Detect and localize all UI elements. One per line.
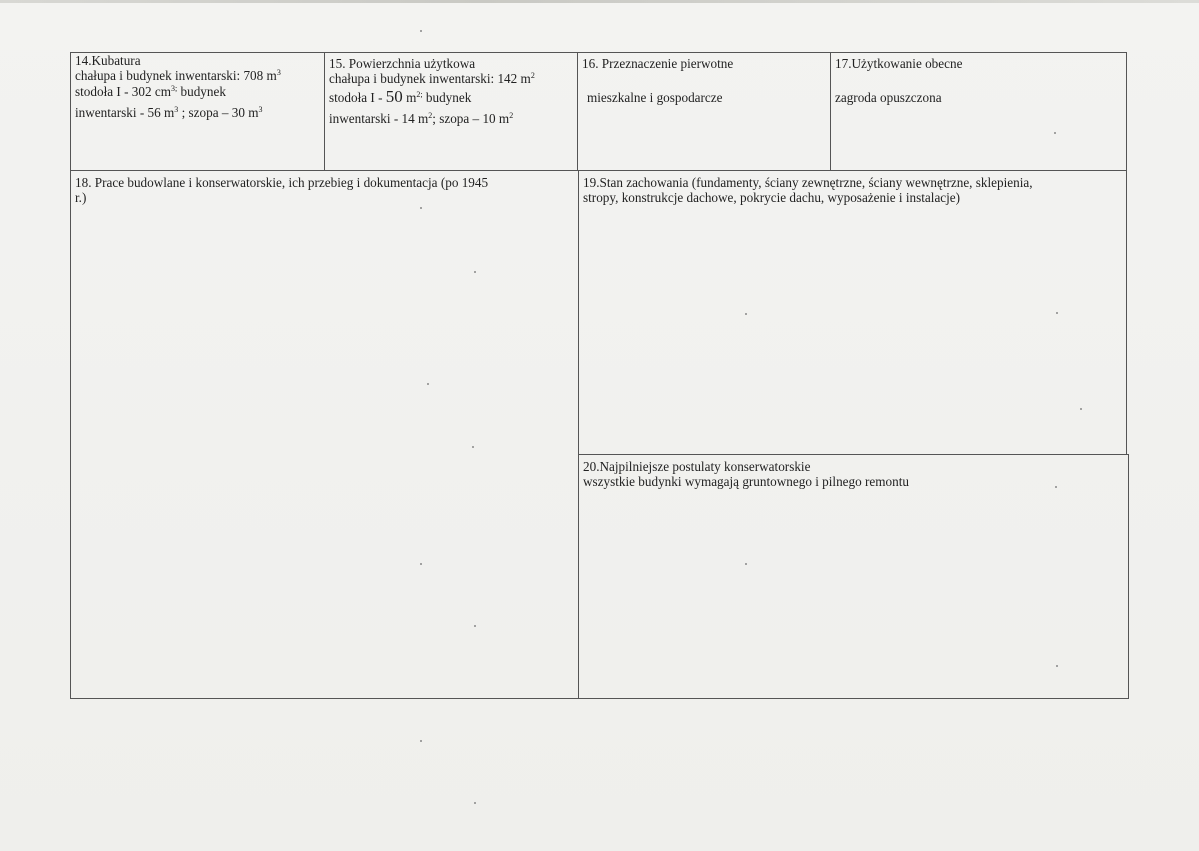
top-edge-shadow (0, 0, 1199, 3)
scan-speck (474, 271, 476, 273)
field-16-title: 16. Przeznaczenie pierwotne (582, 56, 734, 71)
scan-speck (427, 383, 429, 385)
field-19-title-line-1: 19.Stan zachowania (fundamenty, ściany zewnętrzne, ściany wewnętrzne, sklepienia, (583, 175, 1033, 190)
field-16-przeznaczenie-pierwotne (577, 52, 831, 171)
field-15-powierzchnia-uzytkowa (324, 52, 578, 171)
scan-speck (420, 740, 422, 742)
scan-speck (1056, 665, 1058, 667)
scan-speck (420, 563, 422, 565)
field-14-line-1: chałupa i budynek inwentarski: 708 $m^3$ (75, 68, 281, 83)
scan-speck (1054, 132, 1056, 134)
field-15-line-3: inwentarski - 14 $m^2$; szopa – 10 $m^2$ (329, 111, 514, 126)
field-20-postulaty-konserwatorskie (578, 454, 1129, 699)
field-14-title: 14.Kubatura (75, 53, 141, 68)
field-19-title-line-2: stropy, konstrukcje dachowe, pokrycie dachu, wyposażenie i instalacje) (583, 190, 961, 205)
scan-speck (474, 625, 476, 627)
scan-speck (472, 446, 474, 448)
field-18-prace-budowlane (70, 170, 579, 699)
scan-speck (1080, 408, 1082, 410)
field-14-kubatura (70, 52, 325, 171)
field-17-uzytkowanie-obecne (830, 52, 1127, 171)
field-20-title: 20.Najpilniejsze postulaty konserwatorskie (583, 459, 811, 474)
field-14-line-3: inwentarski - 56 $m^3$ ; szopa – 30 $m^3$ (75, 105, 263, 120)
field-17-value: zagroda opuszczona (835, 90, 942, 105)
field-15-line-1: chałupa i budynek inwentarski: 142 $m^2$ (329, 71, 535, 86)
scan-speck (474, 802, 476, 804)
scan-speck (420, 207, 422, 209)
field-14-line-2: stodoła I - 302 $cm^{3;}$ budynek (75, 84, 226, 99)
scan-speck (745, 563, 747, 565)
scan-speck (420, 30, 422, 32)
field-19-stan-zachowania (578, 170, 1127, 455)
field-17-title: 17.Użytkowanie obecne (835, 56, 963, 71)
scan-speck (745, 313, 747, 315)
field-18-title-line-1: 18. Prace budowlane i konserwatorskie, ich przebieg i dokumentacja (po 1945 (75, 175, 489, 190)
field-20-value: wszystkie budynki wymagają gruntownego i pilnego remontu (583, 474, 909, 489)
field-16-value: mieszkalne i gospodarcze (587, 90, 723, 105)
field-15-line-2: stodoła I - 50 $m^{2;}$ budynek (329, 87, 472, 106)
scan-speck (1055, 486, 1057, 488)
field-15-title: 15. Powierzchnia użytkowa (329, 56, 476, 71)
field-18-title-line-2: r.) (75, 190, 87, 205)
scan-speck (1056, 312, 1058, 314)
